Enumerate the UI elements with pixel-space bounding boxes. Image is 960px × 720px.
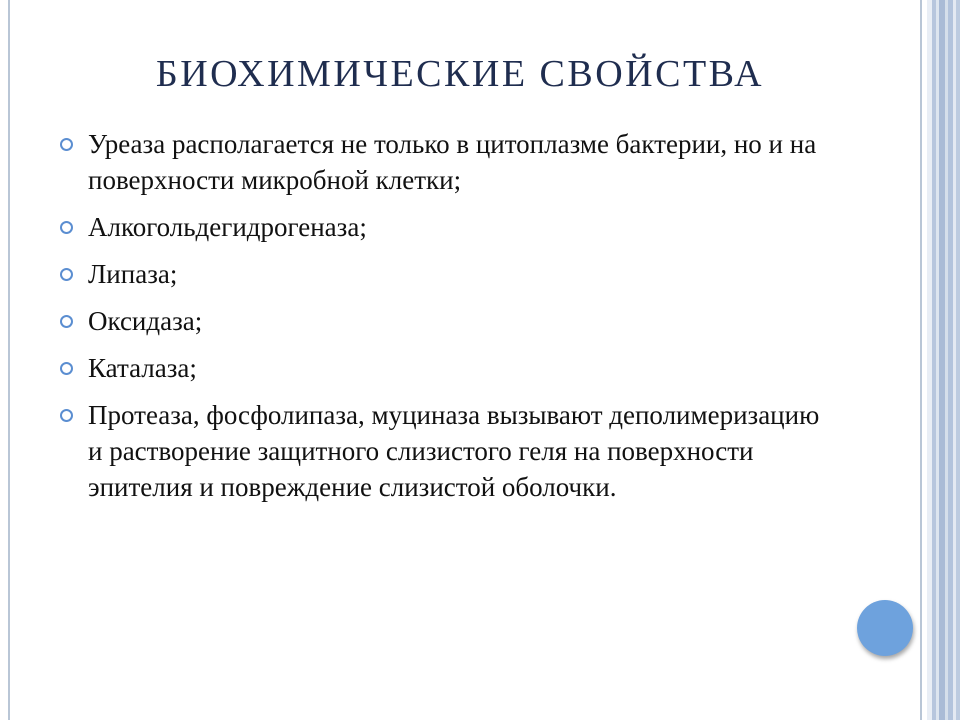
bullet-text: Оксидаза; xyxy=(88,306,203,336)
bullet-item xyxy=(60,256,820,292)
bullet-item xyxy=(60,126,820,198)
bullet-text: Каталаза; xyxy=(88,353,197,383)
ring-bullet-icon xyxy=(60,315,73,328)
right-frame-line xyxy=(920,0,922,720)
bullet-item xyxy=(60,209,820,245)
bullet-text: Протеаза, фосфолипаза, муциназа вызывают деполимеризацию и растворение защитного слизистого геля на поверхности эпителия и повреждение слизистой оболочки. xyxy=(88,400,820,502)
ring-bullet-icon xyxy=(60,409,73,422)
ring-bullet-icon xyxy=(60,138,73,151)
bullet-text: Уреаза располагается не только в цитоплазме бактерии, но и на поверхности микробной клетки; xyxy=(88,129,817,195)
bullet-item xyxy=(60,303,820,339)
bullet-item xyxy=(60,350,820,386)
bullet-list xyxy=(60,126,820,516)
decorative-circle xyxy=(857,600,913,656)
decorative-stripes xyxy=(927,0,960,720)
bullet-item xyxy=(60,397,820,505)
ring-bullet-icon xyxy=(60,268,73,281)
bullet-text: Липаза; xyxy=(88,259,178,289)
ring-bullet-icon xyxy=(60,362,73,375)
ring-bullet-icon xyxy=(60,221,73,234)
bullet-text: Алкогольдегидрогеназа; xyxy=(88,212,367,242)
slide-title: БИОХИМИЧЕСКИЕ СВОЙСТВА xyxy=(155,53,765,95)
left-frame-line xyxy=(8,0,10,720)
